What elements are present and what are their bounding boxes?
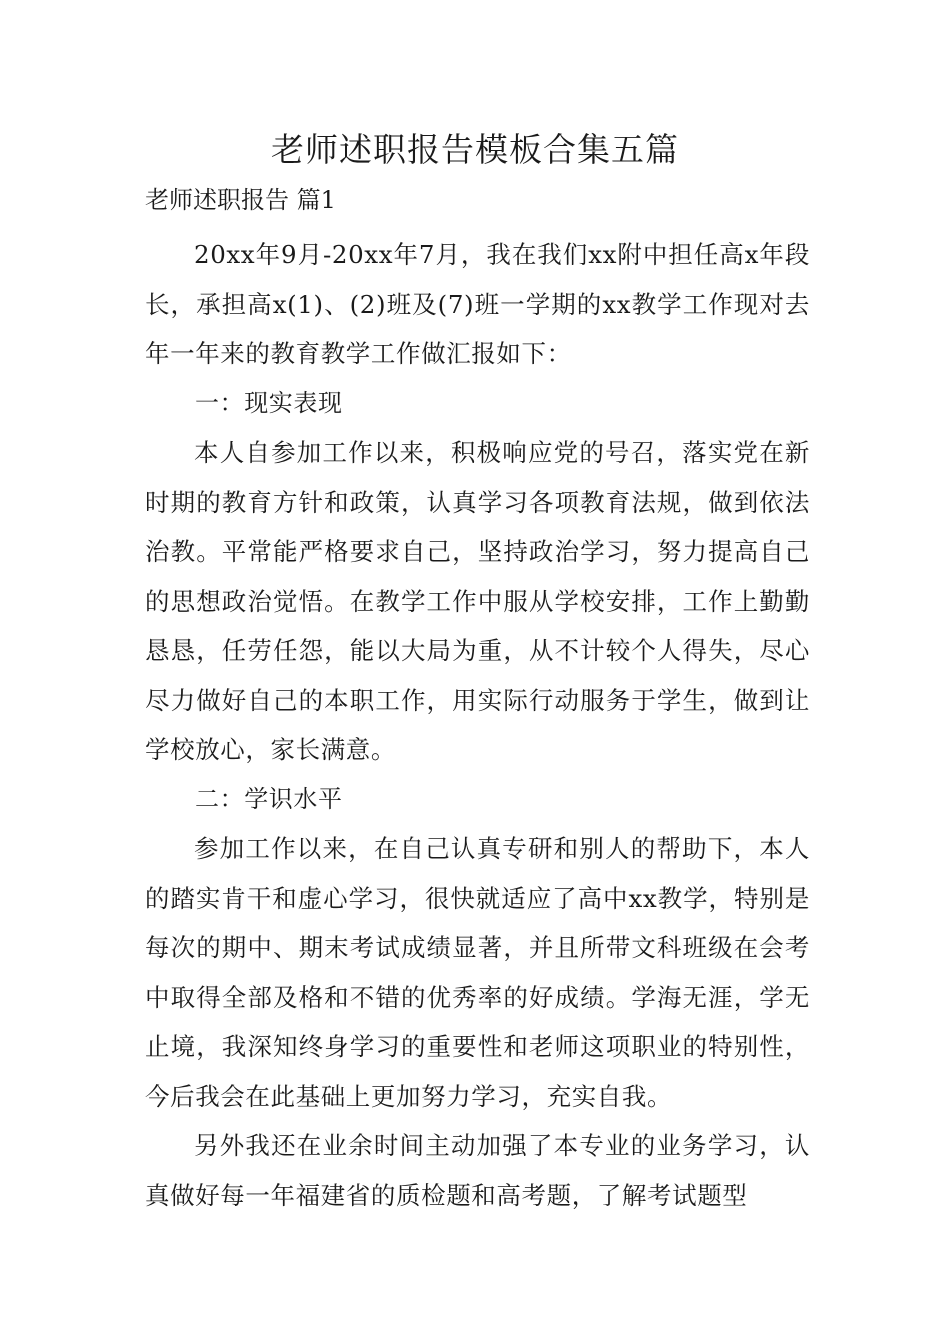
document-title: 老师述职报告模板合集五篇	[271, 130, 679, 169]
paragraph-performance: 本人自参加工作以来，积极响应党的号召，落实党在新时期的教育方针和政策，认真学习各项教育法规，做到依法治教。平常能严格要求自己，坚持政治学习，努力提高自己的思想政治觉悟。在教学工作中服从学校安排，工作上勤勤恳恳，任劳任怨，能以大局为重，从不计较个人得失，尽心尽力做好自己的本职工作，用实际行动服务于学生，做到让学校放心，家长满意。	[145, 438, 810, 764]
paragraph-extra-study: 另外我还在业余时间主动加强了本专业的业务学习，认真做好每一年福建省的质检题和高考题，了解考试题型	[145, 1131, 810, 1210]
paragraph-intro: 20xx年9月-20xx年7月，我在我们xx附中担任高x年段长，承担高x(1)、(2)班及(7)班一学期的xx教学工作现对去年一年来的教育教学工作做汇报如下：	[145, 240, 810, 368]
heading-performance: 一：现实表现	[195, 388, 343, 417]
section-title: 老师述职报告 篇1	[145, 186, 336, 214]
paragraph-knowledge: 参加工作以来，在自己认真专研和别人的帮助下，本人的踏实肯干和虚心学习，很快就适应了高中xx教学，特别是每次的期中、期末考试成绩显著，并且所带文科班级在会考中取得全部及格和不错的优秀率的好成绩。学海无涯，学无止境，我深知终身学习的重要性和老师这项职业的特别性，今后我会在此基础上更加努力学习，充实自我。	[145, 834, 810, 1111]
heading-knowledge: 二：学识水平	[195, 784, 343, 813]
document-body	[145, 230, 810, 1220]
